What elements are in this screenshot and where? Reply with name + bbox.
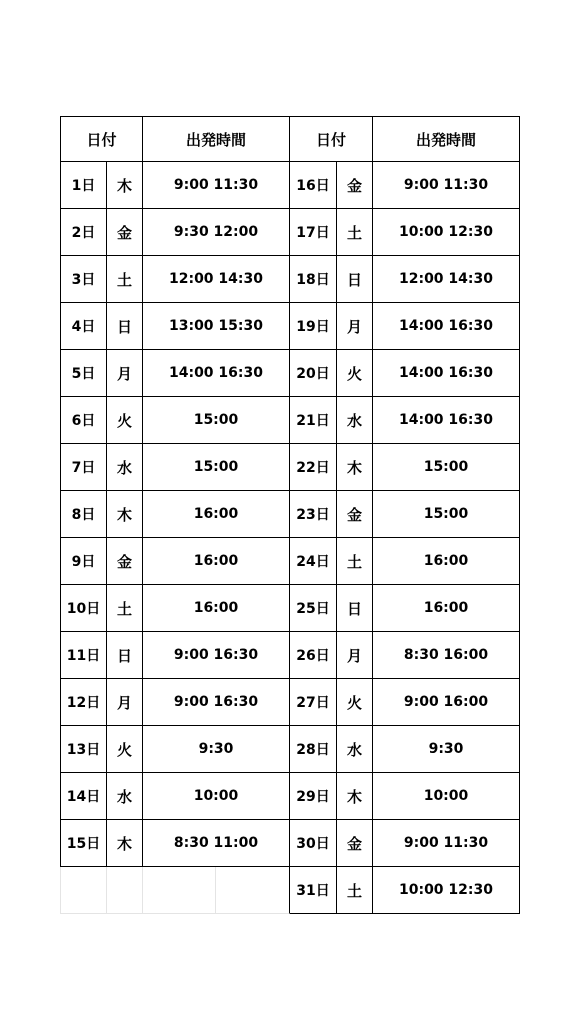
right-day-cell: 28日 <box>290 726 337 773</box>
left-weekday-cell: 水 <box>107 444 143 491</box>
right-weekday-cell: 木 <box>337 773 373 820</box>
left-weekday-cell: 月 <box>107 679 143 726</box>
right-day-cell: 26日 <box>290 632 337 679</box>
left-weekday-cell: 火 <box>107 726 143 773</box>
table-row <box>60 632 520 679</box>
left-departure-cell: 9:00 16:30 <box>143 632 290 679</box>
left-weekday-cell: 日 <box>107 303 143 350</box>
departure-header-left: 出発時間 <box>143 116 290 162</box>
right-departure-cell: 16:00 <box>373 585 520 632</box>
right-departure-cell: 12:00 14:30 <box>373 256 520 303</box>
left-weekday-cell: 土 <box>107 585 143 632</box>
right-day-cell: 25日 <box>290 585 337 632</box>
right-departure-cell: 9:00 16:00 <box>373 679 520 726</box>
right-departure-cell: 9:00 11:30 <box>373 820 520 867</box>
table-row <box>60 303 520 350</box>
right-weekday-cell: 木 <box>337 444 373 491</box>
right-weekday-cell: 金 <box>337 162 373 209</box>
right-departure-cell: 10:00 12:30 <box>373 867 520 914</box>
left-day-cell: 4日 <box>60 303 107 350</box>
left-departure-cell: 10:00 <box>143 773 290 820</box>
left-departure-cell: 16:00 <box>143 491 290 538</box>
table-row <box>60 585 520 632</box>
empty-cell <box>107 867 143 914</box>
left-day-cell: 13日 <box>60 726 107 773</box>
right-departure-cell: 15:00 <box>373 491 520 538</box>
right-weekday-cell: 日 <box>337 256 373 303</box>
right-weekday-cell: 土 <box>337 209 373 256</box>
schedule-table <box>60 116 520 914</box>
right-departure-cell: 9:00 11:30 <box>373 162 520 209</box>
left-weekday-cell: 火 <box>107 397 143 444</box>
left-day-cell: 12日 <box>60 679 107 726</box>
left-departure-cell: 12:00 14:30 <box>143 256 290 303</box>
left-departure-cell: 16:00 <box>143 585 290 632</box>
right-day-cell: 19日 <box>290 303 337 350</box>
table-row <box>60 397 520 444</box>
left-weekday-cell: 木 <box>107 820 143 867</box>
table-row <box>60 538 520 585</box>
right-day-cell: 22日 <box>290 444 337 491</box>
left-day-cell: 1日 <box>60 162 107 209</box>
right-departure-cell: 16:00 <box>373 538 520 585</box>
left-weekday-cell: 金 <box>107 209 143 256</box>
left-departure-cell: 9:30 12:00 <box>143 209 290 256</box>
left-day-cell: 5日 <box>60 350 107 397</box>
right-day-cell: 16日 <box>290 162 337 209</box>
left-day-cell: 3日 <box>60 256 107 303</box>
left-departure-cell: 8:30 11:00 <box>143 820 290 867</box>
empty-cell <box>143 867 216 914</box>
right-departure-cell: 14:00 16:30 <box>373 303 520 350</box>
table-row <box>60 726 520 773</box>
table-row <box>60 491 520 538</box>
right-weekday-cell: 月 <box>337 303 373 350</box>
left-day-cell: 8日 <box>60 491 107 538</box>
left-weekday-cell: 土 <box>107 256 143 303</box>
left-day-cell: 11日 <box>60 632 107 679</box>
right-departure-cell: 10:00 12:30 <box>373 209 520 256</box>
left-departure-cell: 13:00 15:30 <box>143 303 290 350</box>
left-day-cell: 10日 <box>60 585 107 632</box>
right-weekday-cell: 火 <box>337 679 373 726</box>
left-departure-cell: 9:00 11:30 <box>143 162 290 209</box>
table-header-row <box>60 116 520 162</box>
right-weekday-cell: 土 <box>337 538 373 585</box>
right-weekday-cell: 水 <box>337 397 373 444</box>
table-row <box>60 867 520 914</box>
empty-cell <box>60 867 107 914</box>
left-day-cell: 15日 <box>60 820 107 867</box>
left-day-cell: 2日 <box>60 209 107 256</box>
left-weekday-cell: 木 <box>107 162 143 209</box>
right-day-cell: 23日 <box>290 491 337 538</box>
date-header-right: 日付 <box>290 116 373 162</box>
left-departure-cell: 14:00 16:30 <box>143 350 290 397</box>
table-row <box>60 209 520 256</box>
right-departure-cell: 9:30 <box>373 726 520 773</box>
right-day-cell: 21日 <box>290 397 337 444</box>
left-departure-cell: 9:00 16:30 <box>143 679 290 726</box>
right-weekday-cell: 土 <box>337 867 373 914</box>
left-weekday-cell: 金 <box>107 538 143 585</box>
left-weekday-cell: 日 <box>107 632 143 679</box>
right-day-cell: 24日 <box>290 538 337 585</box>
empty-cell <box>216 867 290 914</box>
left-day-cell: 7日 <box>60 444 107 491</box>
table-row <box>60 773 520 820</box>
right-departure-cell: 10:00 <box>373 773 520 820</box>
right-day-cell: 29日 <box>290 773 337 820</box>
left-day-cell: 6日 <box>60 397 107 444</box>
left-departure-cell: 15:00 <box>143 397 290 444</box>
table-row <box>60 162 520 209</box>
table-row <box>60 256 520 303</box>
right-day-cell: 20日 <box>290 350 337 397</box>
right-day-cell: 27日 <box>290 679 337 726</box>
right-day-cell: 30日 <box>290 820 337 867</box>
left-departure-cell: 16:00 <box>143 538 290 585</box>
left-day-cell: 9日 <box>60 538 107 585</box>
right-departure-cell: 15:00 <box>373 444 520 491</box>
right-day-cell: 18日 <box>290 256 337 303</box>
right-weekday-cell: 金 <box>337 491 373 538</box>
table-row <box>60 350 520 397</box>
date-header-left: 日付 <box>60 116 143 162</box>
left-weekday-cell: 水 <box>107 773 143 820</box>
right-day-cell: 17日 <box>290 209 337 256</box>
right-departure-cell: 14:00 16:30 <box>373 397 520 444</box>
left-weekday-cell: 月 <box>107 350 143 397</box>
left-day-cell: 14日 <box>60 773 107 820</box>
left-departure-cell: 9:30 <box>143 726 290 773</box>
right-weekday-cell: 日 <box>337 585 373 632</box>
right-weekday-cell: 水 <box>337 726 373 773</box>
right-weekday-cell: 金 <box>337 820 373 867</box>
right-weekday-cell: 火 <box>337 350 373 397</box>
right-day-cell: 31日 <box>290 867 337 914</box>
right-departure-cell: 8:30 16:00 <box>373 632 520 679</box>
departure-header-right: 出発時間 <box>373 116 520 162</box>
table-row <box>60 820 520 867</box>
table-row <box>60 444 520 491</box>
right-weekday-cell: 月 <box>337 632 373 679</box>
left-weekday-cell: 木 <box>107 491 143 538</box>
table-row <box>60 679 520 726</box>
left-departure-cell: 15:00 <box>143 444 290 491</box>
right-departure-cell: 14:00 16:30 <box>373 350 520 397</box>
